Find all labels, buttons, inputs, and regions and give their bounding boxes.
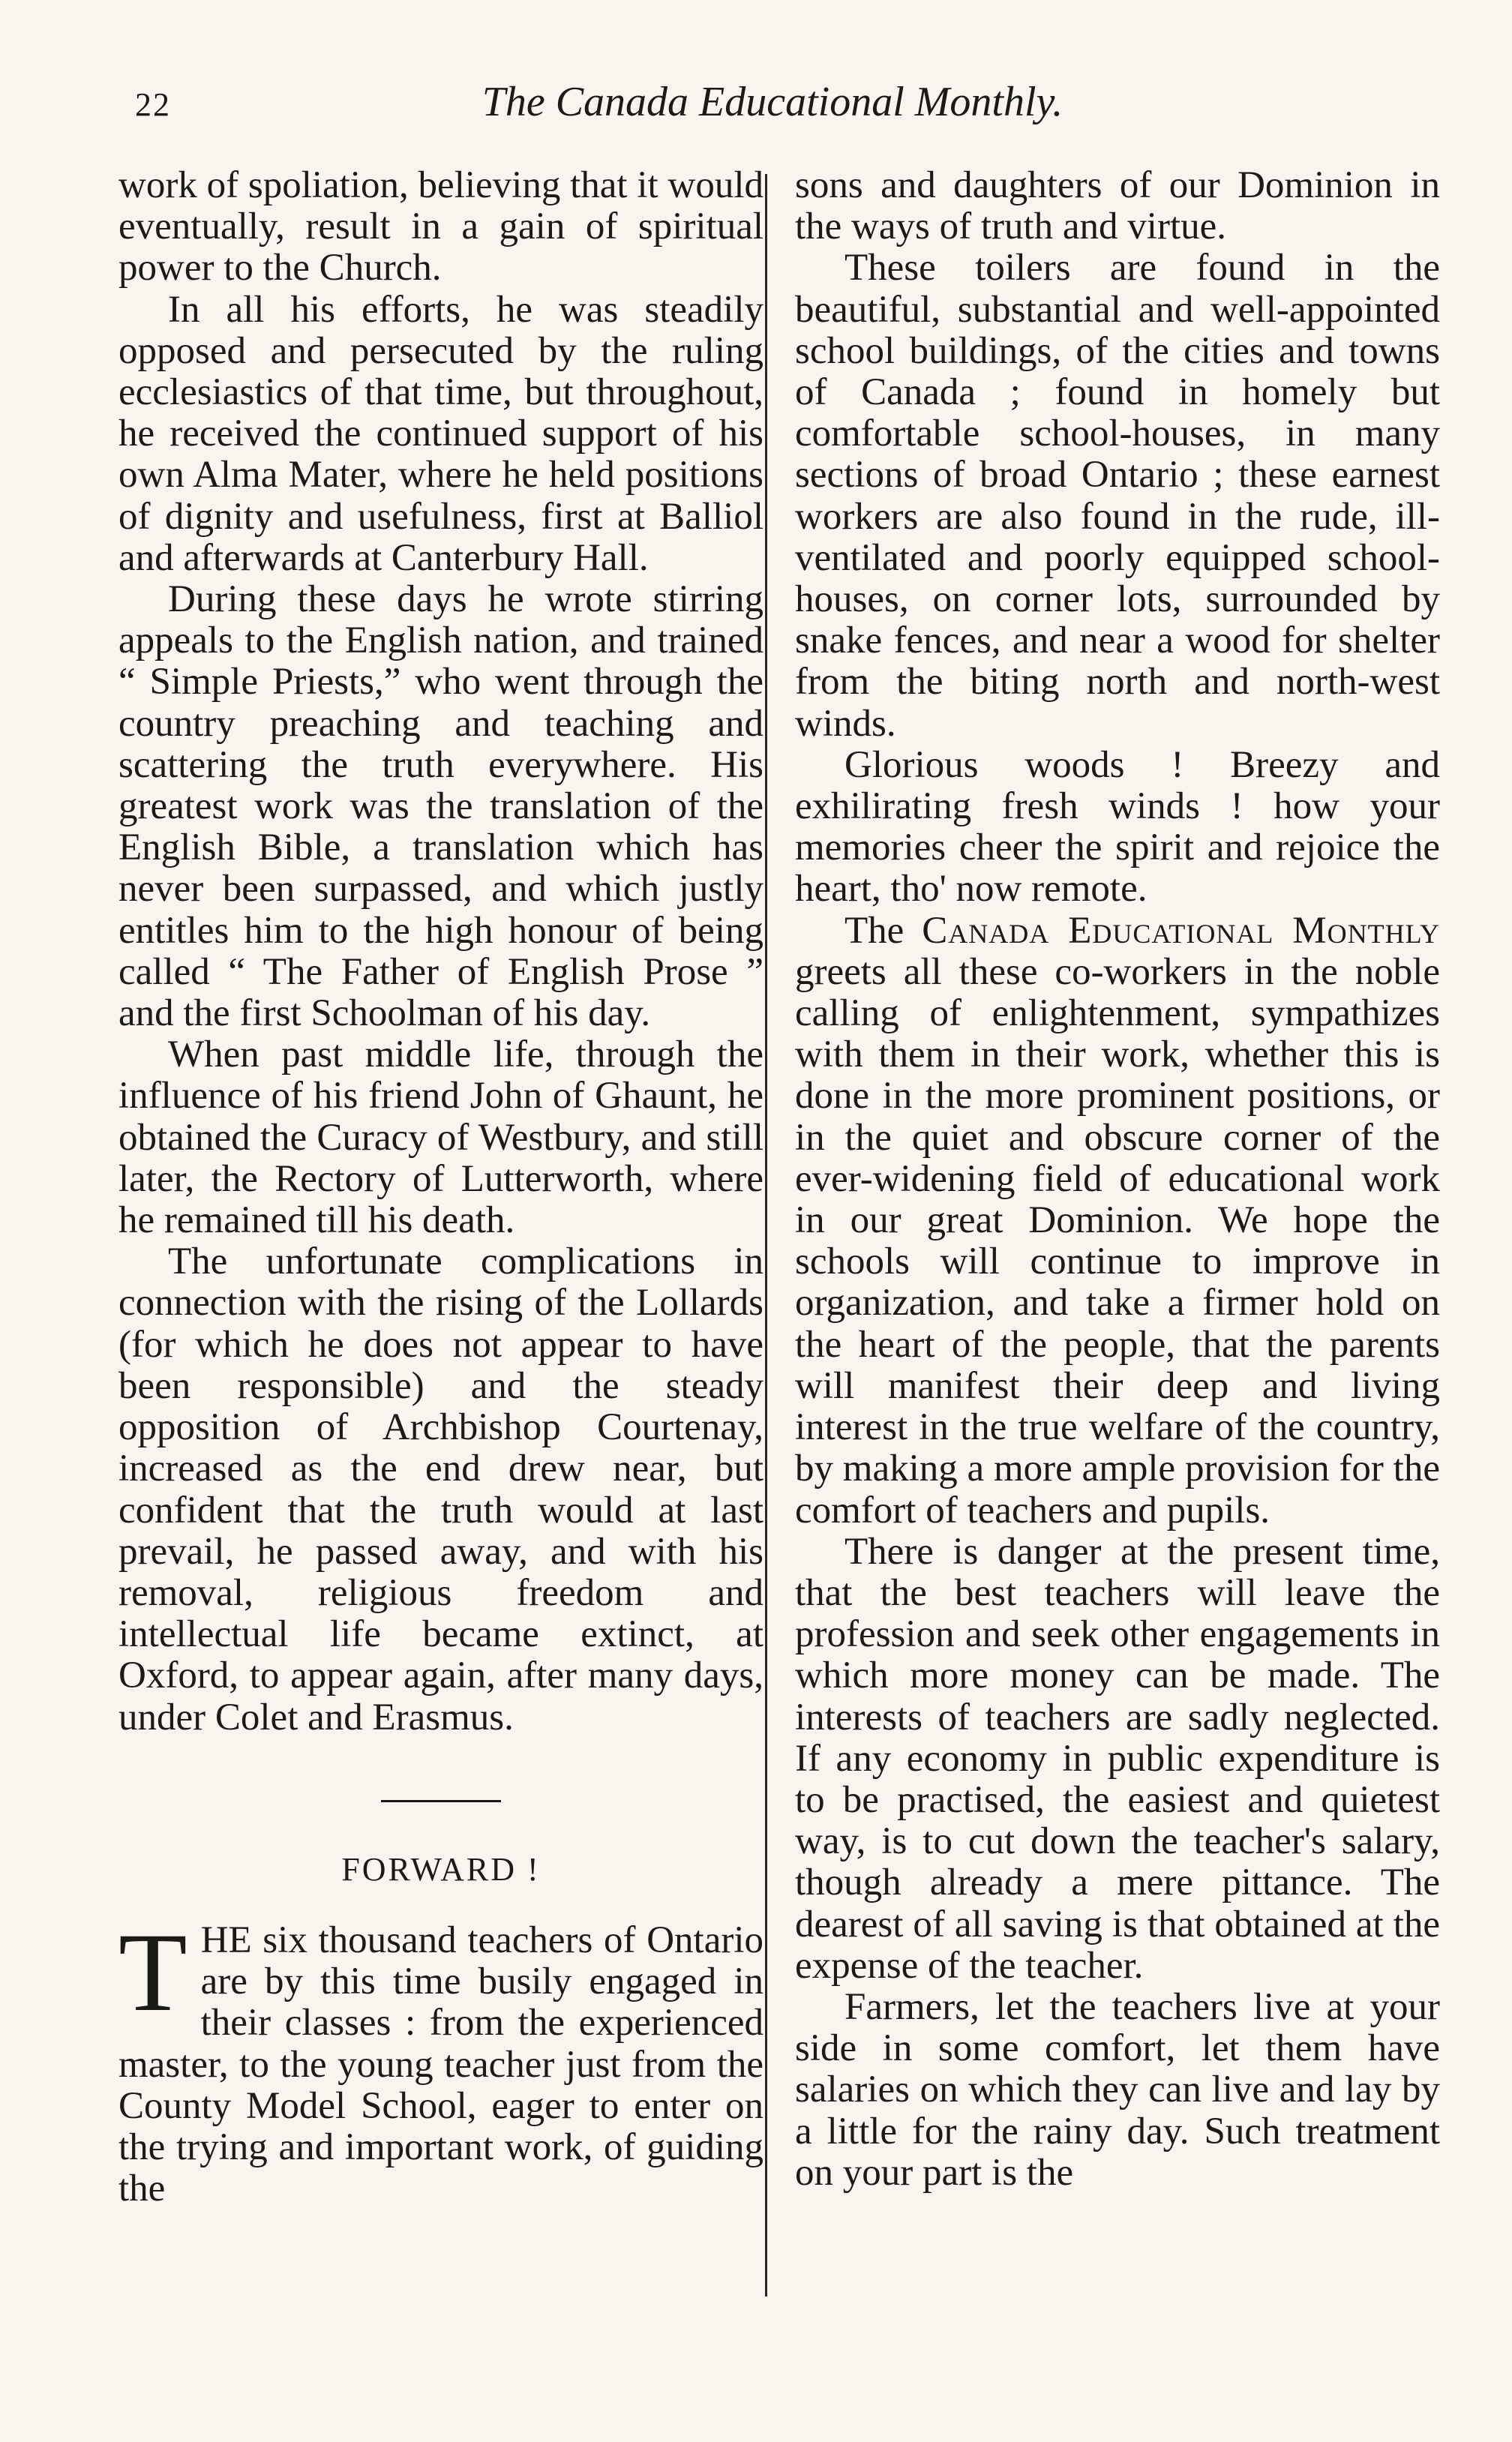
monthly-prefix: The [844, 909, 904, 952]
paragraph: There is danger at the present time, that the best teachers will leave the profession and seek other engagements in which more money can be made. The interests of teachers are sadly neglected. If any economy in public expenditure is to be practised, the easiest and quietest way, is to cut down the teacher's salary, though already a mere pittance. The dearest of all saving is that obtained at the expense of the teacher. [795, 1530, 1440, 1987]
paragraph-text: greets all these co-workers in the noble calling of enlightenment, sympathizes with them in their work, whether this is done in the more prominent positions, or in the quiet and obscure corner of the ever-widening field of educational work in our great Dominion. We hope the schools will continue to improve in organization, and take a firmer hold on the heart of the people, that the parents will manifest their deep and living interest in the true welfare of the country, by making a more ample provision for the comfort of teachers and pupils. [795, 950, 1440, 1532]
page-header [120, 75, 1425, 135]
publication-name: Canada Educational Monthly [922, 909, 1441, 952]
paragraph: During these days he wrote stirring appeals to the English nation, and trained “ Simple Priests,” who went through the country preaching and teaching and scattering the truth everywhere. His greatest work was the translation of the English Bible, a translation which has never been surpassed, and which justly entitles him to the high honour of being called “ The Father of English Prose ” and the first Schoolman of his day. [118, 578, 764, 1035]
column-divider [765, 174, 767, 2296]
paragraph: These toilers are found in the beautiful, substantial and well-appointed school buildings, of the cities and towns of Canada ; found in homely but comfortable school-houses, in many sections of broad Ontario ; these earnest workers are also found in the rude, ill-ventilated and poorly equipped school-houses, on corner lots, surrounded by snake fences, and near a wood for shelter from the biting north and north-west winds. [795, 247, 1440, 745]
section-title: FORWARD ! [341, 1850, 541, 1888]
paragraph: sons and daughters of our Dominion in the ways of truth and virtue. [795, 164, 1440, 248]
paragraph [795, 910, 1440, 1532]
paragraph: In all his efforts, he was steadily opposed and persecuted by the ruling ecclesiastics of that time, but throughout, he received the continued support of his own Alma Mater, where he held positions of dignity and usefulness, first at Balliol and afterwards at Canterbury Hall. [118, 288, 764, 579]
paragraph: When past middle life, through the influence of his friend John of Ghaunt, he obtained the Curacy of Westbury, and still later, the Rectory of Lutterworth, where he remained till his death. [118, 1034, 764, 1242]
page-number: 22 [135, 86, 171, 123]
drop-cap: T [118, 1910, 188, 2035]
left-column [118, 165, 764, 2210]
paragraph: work of spoliation, believing that it would eventually, result in a gain of spiritual power to the Church. [118, 164, 764, 290]
paragraph: Farmers, let the teachers live at your side in some comfort, let them have salaries on which they can live and lay by a little for the rainy day. Such treatment on your part is the [795, 1985, 1440, 2194]
section-divider [381, 1800, 501, 1802]
running-title: The Canada Educational Monthly. [482, 79, 1064, 125]
right-column [795, 165, 1440, 2194]
forward-opening-paragraph [118, 1910, 764, 2210]
forward-opening-text: HE six thousand teachers of Ontario are by this time busily engaged in their classes : from the experienced master, to the young teacher just from the County Model School, eager to enter on the trying and important work, of guiding the [118, 1918, 764, 2210]
paragraph: The unfortunate complications in connection with the rising of the Lollards (for which he does not appear to have been responsible) and the steady opposition of Archbishop Courtenay, increased as the end drew near, but confident that the truth would at last prevail, he passed away, and with his removal, religious freedom and intellectual life became extinct, at Oxford, to appear again, after many days, under Colet and Erasmus. [118, 1240, 764, 1738]
paragraph: Glorious woods ! Breezy and exhilirating fresh winds ! how your memories cheer the spirit and rejoice the heart, tho' now remote. [795, 743, 1440, 910]
